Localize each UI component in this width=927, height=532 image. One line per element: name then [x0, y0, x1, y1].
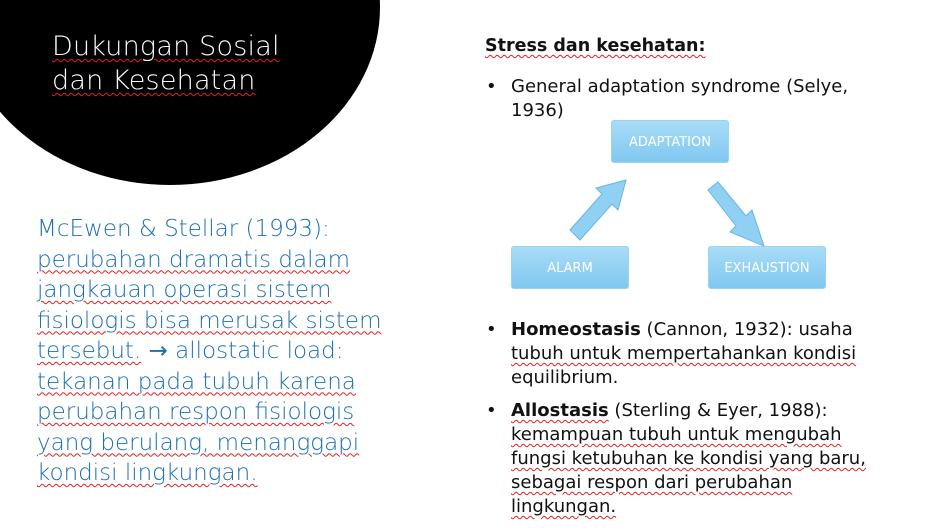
bullet-icon: • [486, 400, 497, 421]
allostasis-line-1-rest: (Sterling & Eyer, 1988): [608, 400, 828, 421]
left-body-text [37, 214, 397, 489]
right-arrow-icon: → [148, 338, 168, 364]
left-line-7: perubahan respon fisiologis [37, 399, 355, 425]
homeostasis-line-2: tubuh untuk mempertahankan kondisi [511, 343, 857, 364]
left-line-2: perubahan dramatis dalam [37, 246, 350, 273]
left-line-4: fisiologis bisa merusak sistem [37, 307, 382, 334]
allostasis-line-4: sebagai respon dari perubahan [511, 472, 793, 493]
homeostasis-line-1-rest: (Cannon, 1932): usaha [640, 319, 853, 340]
allostasis-line-3: fungsi ketubuhan ke kondisi yang baru, [511, 448, 866, 469]
right-heading-text: Stress dan kesehatan: [485, 36, 706, 56]
right-heading [485, 36, 706, 56]
left-line-5-allostatic: allostatic load: [175, 338, 344, 364]
diagram-box-adaptation: ADAPTATION [611, 120, 729, 163]
diagram-box-alarm: ALARM [511, 246, 629, 289]
bullet-icon: • [486, 76, 497, 97]
slide-title-line-2: dan Kesehatan [52, 65, 256, 96]
arrow-down-right-icon [708, 182, 764, 246]
left-line-1: McEwen & Stellar (1993): [37, 216, 330, 242]
slide-title-line-1: Dukungan Sosial [52, 31, 280, 62]
gas-line-1: General adaptation syndrome (Selye, [511, 76, 849, 97]
arrow-up-right-icon [570, 180, 626, 240]
bullet-allostasis [486, 399, 866, 519]
left-line-5-word: tersebut. [37, 338, 142, 364]
diagram-arrows [560, 170, 780, 250]
slide-title [52, 30, 280, 98]
homeostasis-line-1 [511, 318, 856, 342]
bullet-gas [486, 75, 849, 123]
allostasis-term: Allostasis [511, 400, 609, 421]
diagram-box-exhaustion: EXHAUSTION [708, 246, 826, 289]
allostasis-line-5: lingkungan. [511, 496, 617, 517]
left-line-9: kondisi lingkungan. [37, 460, 258, 486]
left-line-6: tekanan pada tubuh karena [37, 368, 356, 395]
allostasis-line-1 [511, 399, 866, 423]
bullet-homeostasis [486, 318, 857, 390]
allostasis-line-2: kemampuan tubuh untuk mengubah [511, 424, 842, 445]
left-line-8: yang berulang, menanggapi [37, 429, 360, 456]
homeostasis-line-3: equilibrium. [511, 367, 619, 388]
homeostasis-term: Homeostasis [511, 319, 641, 340]
gas-line-2: 1936) [511, 100, 564, 121]
bullet-icon: • [486, 319, 497, 340]
left-line-5 [37, 336, 397, 367]
left-line-3: jangkauan operasi sistem [37, 277, 332, 303]
